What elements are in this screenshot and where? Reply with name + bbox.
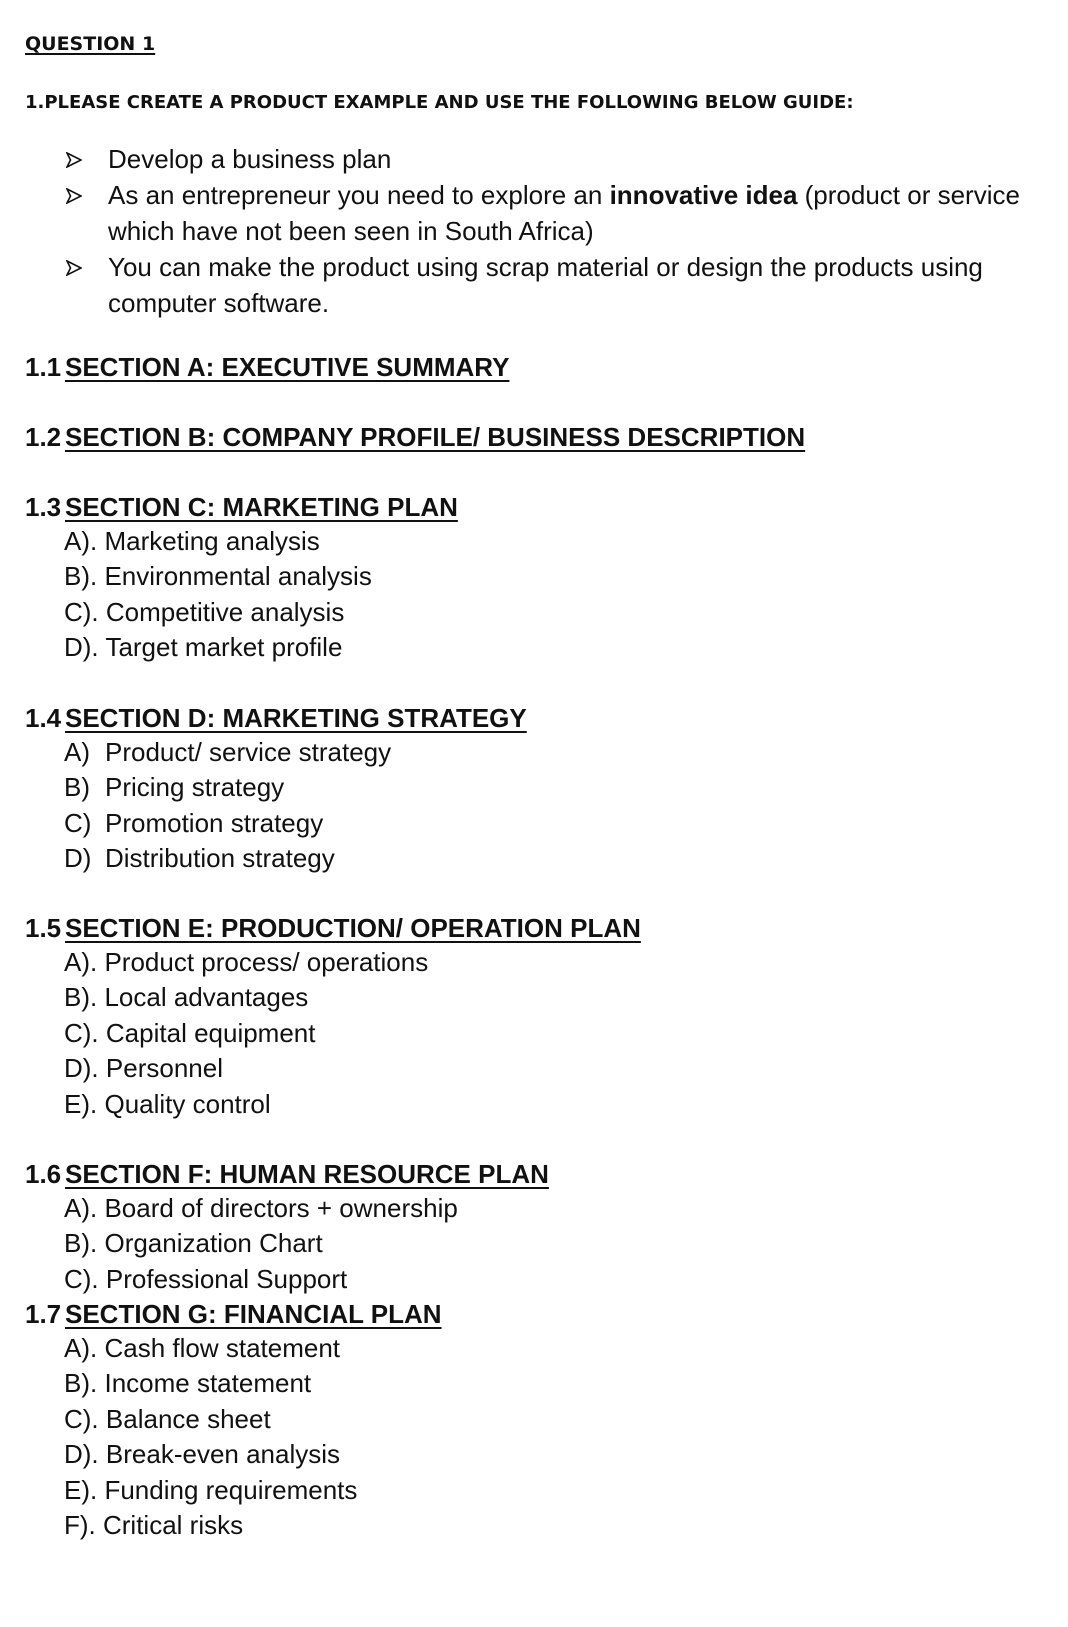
item-text: Personnel bbox=[105, 1053, 223, 1084]
item-letter: D). bbox=[64, 632, 99, 663]
item-letter: D). bbox=[64, 1053, 99, 1084]
item-letter: C). bbox=[64, 1263, 99, 1294]
section-title: SECTION A: EXECUTIVE SUMMARY bbox=[65, 352, 510, 382]
list-item bbox=[64, 1226, 1045, 1261]
list-item bbox=[64, 1087, 1045, 1122]
arrow-bullet-icon bbox=[66, 188, 82, 204]
list-item bbox=[64, 1437, 1045, 1472]
section-number: 1.1 bbox=[25, 352, 62, 382]
item-letter: A). bbox=[64, 1193, 98, 1223]
arrow-bullet-icon bbox=[66, 152, 82, 168]
item-letter: B) bbox=[64, 772, 90, 803]
item-letter: A). bbox=[64, 526, 98, 556]
bullet-text: Develop a business plan bbox=[108, 144, 392, 174]
question-title: QUESTION 1 bbox=[25, 33, 156, 55]
list-item bbox=[64, 1473, 1045, 1508]
bullet-text-after: (product or service which have not been seen in South Africa) bbox=[108, 180, 1020, 246]
item-letter: E). bbox=[64, 1474, 98, 1505]
section-number: 1.5 bbox=[25, 913, 62, 943]
item-text: Distribution strategy bbox=[105, 843, 335, 874]
bullet-item bbox=[66, 249, 1056, 321]
item-text: Pricing strategy bbox=[105, 772, 285, 803]
bullet-text: You can make the product using scrap material or design the products using computer software. bbox=[108, 252, 983, 318]
section-heading bbox=[25, 420, 1045, 454]
section-number: 1.3 bbox=[25, 492, 62, 522]
list-item bbox=[64, 841, 1045, 876]
list-item bbox=[64, 980, 1045, 1015]
bullet-text-before: As an entrepreneur you need to explore an bbox=[108, 180, 610, 210]
section-a bbox=[25, 350, 1045, 384]
section-heading bbox=[25, 911, 1045, 945]
section-title: SECTION D: MARKETING STRATEGY bbox=[65, 703, 527, 733]
section-f bbox=[25, 1157, 1045, 1297]
item-letter: D). bbox=[64, 1439, 99, 1470]
section-title: SECTION F: HUMAN RESOURCE PLAN bbox=[65, 1159, 549, 1189]
item-letter: B). bbox=[64, 1228, 98, 1259]
item-text: Product process/ operations bbox=[104, 947, 429, 977]
section-heading bbox=[25, 490, 1045, 524]
arrow-bullet-icon bbox=[66, 260, 82, 276]
list-item bbox=[64, 1051, 1045, 1086]
section-heading bbox=[25, 701, 1045, 735]
item-letter: A). bbox=[64, 947, 98, 977]
item-text: Funding requirements bbox=[104, 1474, 358, 1505]
item-letter: A). bbox=[64, 1333, 98, 1363]
list-item bbox=[64, 559, 1045, 594]
item-text: Board of directors + ownership bbox=[104, 1193, 458, 1223]
section-heading bbox=[25, 350, 1045, 384]
section-title: SECTION B: COMPANY PROFILE/ BUSINESS DESCRIPTION bbox=[65, 422, 806, 452]
section-item-list bbox=[25, 524, 1045, 666]
item-text: Cash flow statement bbox=[104, 1333, 341, 1363]
guide-bullet-list bbox=[66, 141, 1056, 321]
list-item bbox=[64, 945, 1045, 980]
item-letter: C) bbox=[64, 807, 92, 838]
list-item bbox=[64, 1262, 1045, 1297]
item-letter: D) bbox=[64, 843, 92, 874]
item-text: Target market profile bbox=[105, 632, 343, 663]
section-item-list bbox=[25, 945, 1045, 1122]
item-text: Income statement bbox=[104, 1368, 312, 1399]
section-title: SECTION C: MARKETING PLAN bbox=[65, 492, 458, 522]
item-text: Promotion strategy bbox=[105, 807, 324, 838]
section-item-list bbox=[25, 735, 1045, 877]
section-number: 1.7 bbox=[25, 1299, 62, 1329]
list-item bbox=[64, 735, 1045, 770]
list-item bbox=[64, 806, 1045, 841]
item-text: Capital equipment bbox=[105, 1017, 316, 1048]
item-text: Professional Support bbox=[105, 1263, 348, 1294]
item-letter: C). bbox=[64, 1403, 99, 1434]
list-item bbox=[64, 1402, 1045, 1437]
section-heading bbox=[25, 1297, 1045, 1331]
bullet-text-bold: innovative idea bbox=[609, 180, 798, 210]
list-item bbox=[64, 630, 1045, 665]
section-number: 1.6 bbox=[25, 1159, 62, 1189]
section-heading bbox=[25, 1157, 1045, 1191]
item-letter: B). bbox=[64, 1368, 98, 1399]
section-title: SECTION G: FINANCIAL PLAN bbox=[65, 1299, 442, 1329]
item-text: Quality control bbox=[104, 1088, 271, 1119]
list-item bbox=[64, 1191, 1045, 1226]
list-item bbox=[64, 770, 1045, 805]
section-number: 1.4 bbox=[25, 703, 62, 733]
section-item-list bbox=[25, 1331, 1045, 1543]
item-letter: F). bbox=[64, 1510, 96, 1541]
item-letter: C). bbox=[64, 1017, 99, 1048]
item-text: Competitive analysis bbox=[105, 596, 345, 627]
item-letter: B). bbox=[64, 561, 98, 592]
item-letter: C). bbox=[64, 596, 99, 627]
list-item bbox=[64, 595, 1045, 630]
section-number: 1.2 bbox=[25, 422, 62, 452]
item-text: Product/ service strategy bbox=[105, 737, 392, 767]
list-item bbox=[64, 1366, 1045, 1401]
item-text: Organization Chart bbox=[104, 1228, 323, 1259]
section-c bbox=[25, 490, 1045, 666]
list-item bbox=[64, 1016, 1045, 1051]
item-letter: A) bbox=[64, 737, 90, 767]
list-item bbox=[64, 1331, 1045, 1366]
item-text: Marketing analysis bbox=[104, 526, 320, 556]
item-letter: B). bbox=[64, 982, 98, 1013]
item-text: Local advantages bbox=[104, 982, 309, 1013]
item-text: Balance sheet bbox=[105, 1403, 271, 1434]
section-d bbox=[25, 701, 1045, 877]
section-item-list bbox=[25, 1191, 1045, 1297]
instruction-text: 1.PLEASE CREATE A PRODUCT EXAMPLE AND USE THE FOLLOWING BELOW GUIDE: bbox=[25, 92, 854, 113]
item-text: Break-even analysis bbox=[105, 1439, 341, 1470]
section-b bbox=[25, 420, 1045, 454]
item-text: Environmental analysis bbox=[104, 561, 372, 592]
bullet-item bbox=[66, 141, 1056, 177]
list-item bbox=[64, 1508, 1045, 1543]
section-e bbox=[25, 911, 1045, 1122]
section-title: SECTION E: PRODUCTION/ OPERATION PLAN bbox=[65, 913, 641, 943]
bullet-item bbox=[66, 177, 1056, 249]
item-text: Critical risks bbox=[103, 1510, 244, 1541]
list-item bbox=[64, 524, 1045, 559]
item-letter: E). bbox=[64, 1088, 98, 1119]
section-g bbox=[25, 1297, 1045, 1543]
